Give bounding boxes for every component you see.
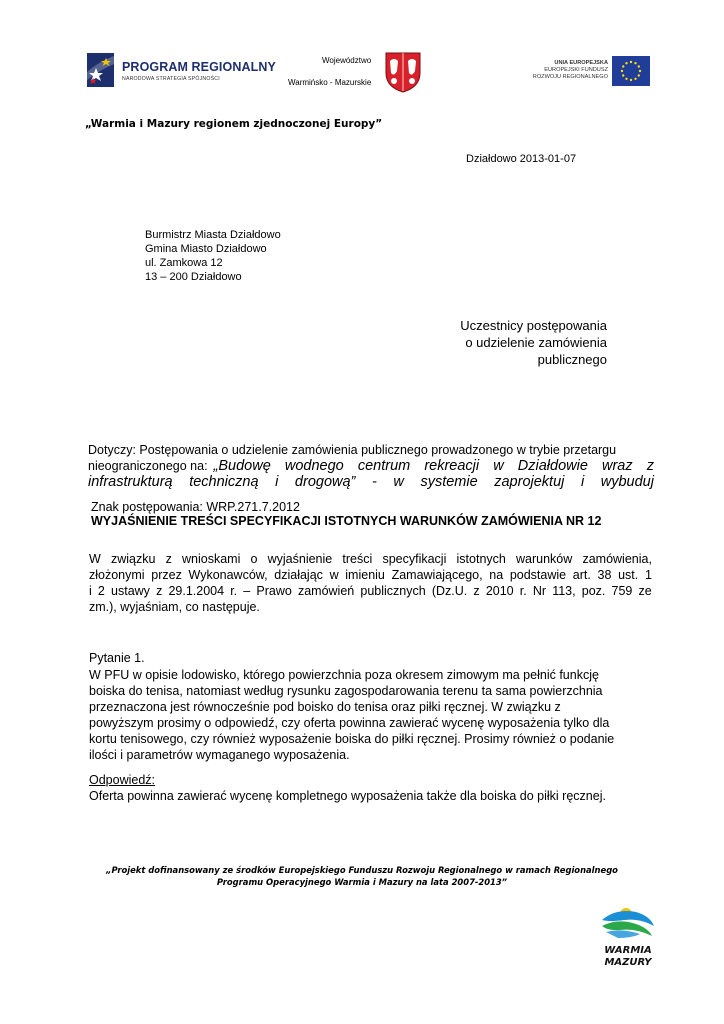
intro-paragraph bbox=[89, 551, 652, 615]
question-line: przeznaczona jest równocześnie pod boisko do tenisa oraz piłki ręcznej. W związku z bbox=[89, 700, 561, 714]
subject-line-2 bbox=[88, 458, 654, 474]
recipient-line: publicznego bbox=[537, 352, 607, 367]
intro-line: zm.), wyjaśniam, co następuje. bbox=[89, 600, 260, 614]
warmia-mazury-logo bbox=[596, 898, 660, 970]
warmia-word: WARMIA bbox=[604, 945, 652, 956]
eu-star-icon bbox=[622, 74, 624, 76]
eu-star-icon bbox=[630, 79, 632, 81]
reference-number: Znak postępowania: WRP.271.7.2012 bbox=[91, 500, 300, 514]
title-word: z bbox=[646, 458, 654, 474]
sender-line: ul. Zamkowa 12 bbox=[145, 257, 223, 269]
title-word: systemie bbox=[420, 474, 478, 490]
project-title-part1 bbox=[214, 458, 654, 474]
eu-flag-icon bbox=[612, 56, 650, 86]
eu-star-icon bbox=[639, 70, 641, 72]
eu-star-icon bbox=[638, 65, 640, 67]
footer-line: Programu Operacyjnego Warmia i Mazury na lata 2007-2013” bbox=[216, 877, 508, 887]
recipient-line: o udzielenie zamówienia bbox=[465, 335, 607, 350]
voivodeship-label: Województwo bbox=[322, 56, 372, 65]
title-word: - bbox=[371, 474, 377, 490]
title-word: techniczną bbox=[189, 474, 259, 490]
title-word: i bbox=[580, 474, 585, 490]
footer-note bbox=[60, 864, 664, 888]
program-title: PROGRAM REGIONALNY bbox=[122, 60, 276, 74]
subject-line: Dotyczy: Postępowania o udzielenie zamówienia publicznego prowadzonego w trybie przetargu bbox=[88, 443, 617, 457]
sender-line: Burmistrz Miasta Działdowo bbox=[145, 229, 281, 241]
recipient-block bbox=[400, 317, 607, 368]
program-subtitle: NARODOWA STRATEGIA SPÓJNOŚCI bbox=[122, 76, 220, 82]
title-word: wraz bbox=[602, 458, 633, 474]
question-line: W PFU w opisie lodowisko, którego powierzchnia poza okresem zimowym ma pełnić funkcję bbox=[89, 668, 599, 682]
question-line: boiska do tenisa, natomiast według rysunku zagospodarowania terenu ta sama powierzchnia bbox=[89, 684, 603, 698]
program-regionalny-logo bbox=[84, 48, 276, 96]
footer-line: „Projekt dofinansowany ze środków Europejskiego Funduszu Rozwoju Regionalnego w ramach Regionalnego bbox=[106, 865, 618, 875]
sender-address bbox=[145, 228, 281, 284]
title-word: drogową” bbox=[294, 474, 356, 490]
mazury-word: MAZURY bbox=[604, 957, 652, 968]
eu-star-icon bbox=[630, 61, 632, 63]
intro-line: W związku z wnioskami o wyjaśnienie treści specyfikacji istotnych warunków zamówienia, bbox=[89, 552, 652, 566]
subject-block bbox=[88, 442, 654, 491]
eu-logo-text bbox=[530, 60, 608, 81]
eu-star-icon bbox=[622, 65, 624, 67]
answer-text: Oferta powinna zawierać wycenę kompletnego wyposażenia także dla boiska do piłki ręcznej. bbox=[89, 789, 606, 803]
eu-star-icon bbox=[621, 70, 623, 72]
subject-prefix: nieograniczonego na: bbox=[88, 459, 208, 473]
program-flag-icon bbox=[84, 50, 118, 90]
eu-star-icon bbox=[638, 74, 640, 76]
title-word: „Budowę bbox=[213, 458, 271, 474]
title-word: centrum bbox=[357, 458, 411, 474]
project-title-part2 bbox=[88, 474, 654, 491]
question-line: powyższym prosimy o odpowiedź, czy oferta powinna zawierać wycenę wyposażenia tylko dla bbox=[89, 716, 610, 730]
title-word: wodnego bbox=[284, 458, 344, 474]
eu-star-icon bbox=[625, 62, 627, 64]
title-word: Działdowie bbox=[517, 458, 588, 474]
intro-line: złożonymi przez Wykonawców, działając w imieniu Zamawiającego, na podstawie art. 38 ust. 1 bbox=[89, 568, 652, 582]
question-line: kortu tenisowego, czy również wyposażenie boiska do piłki ręcznej. Prosimy również o podanie bbox=[89, 732, 615, 746]
recipient-line: Uczestnicy postępowania bbox=[460, 318, 607, 333]
title-word: zaprojektuj bbox=[494, 474, 565, 490]
motto: „Warmia i Mazury regionem zjednoczonej Europy” bbox=[85, 118, 383, 130]
clarification-heading: WYJAŚNIENIE TREŚCI SPECYFIKACJI ISTOTNYCH WARUNKÓW ZAMÓWIENIA NR 12 bbox=[91, 514, 602, 528]
sender-line: 13 – 200 Działdowo bbox=[145, 271, 242, 283]
eu-star-icon bbox=[634, 78, 636, 80]
title-word: rekreacji bbox=[424, 458, 480, 474]
answer-heading: Odpowiedź: bbox=[89, 773, 156, 787]
question-text bbox=[89, 667, 652, 763]
eu-star-icon bbox=[634, 62, 636, 64]
eu-logo-line2: EUROPEJSKI FUNDUSZ bbox=[544, 67, 608, 73]
question-line: ilości i parametrów wymaganego wyposażenia. bbox=[89, 748, 350, 762]
eu-logo-line1: UNIA EUROPEJSKA bbox=[554, 60, 608, 66]
date-line: Działdowo 2013-01-07 bbox=[466, 153, 577, 165]
title-word: w bbox=[393, 474, 404, 490]
title-word: w bbox=[493, 458, 504, 474]
voivodeship-crest-icon bbox=[384, 51, 422, 93]
voivodeship-name: Warmińsko - Mazurskie bbox=[288, 78, 372, 87]
eu-logo-line3: ROZWOJU REGIONALNEGO bbox=[532, 74, 608, 80]
title-word: wybuduj bbox=[600, 474, 654, 490]
intro-line: i 2 ustawy z 29.1.2004 r. – Prawo zamówień publicznych (Dz.U. z 2010 r. Nr 113, poz. 759 ze bbox=[89, 584, 652, 598]
eu-star-icon bbox=[625, 78, 627, 80]
sender-line: Gmina Miasto Działdowo bbox=[145, 243, 267, 255]
title-word: i bbox=[275, 474, 279, 490]
question-heading: Pytanie 1. bbox=[89, 651, 145, 665]
title-word: infrastrukturą bbox=[88, 474, 173, 490]
